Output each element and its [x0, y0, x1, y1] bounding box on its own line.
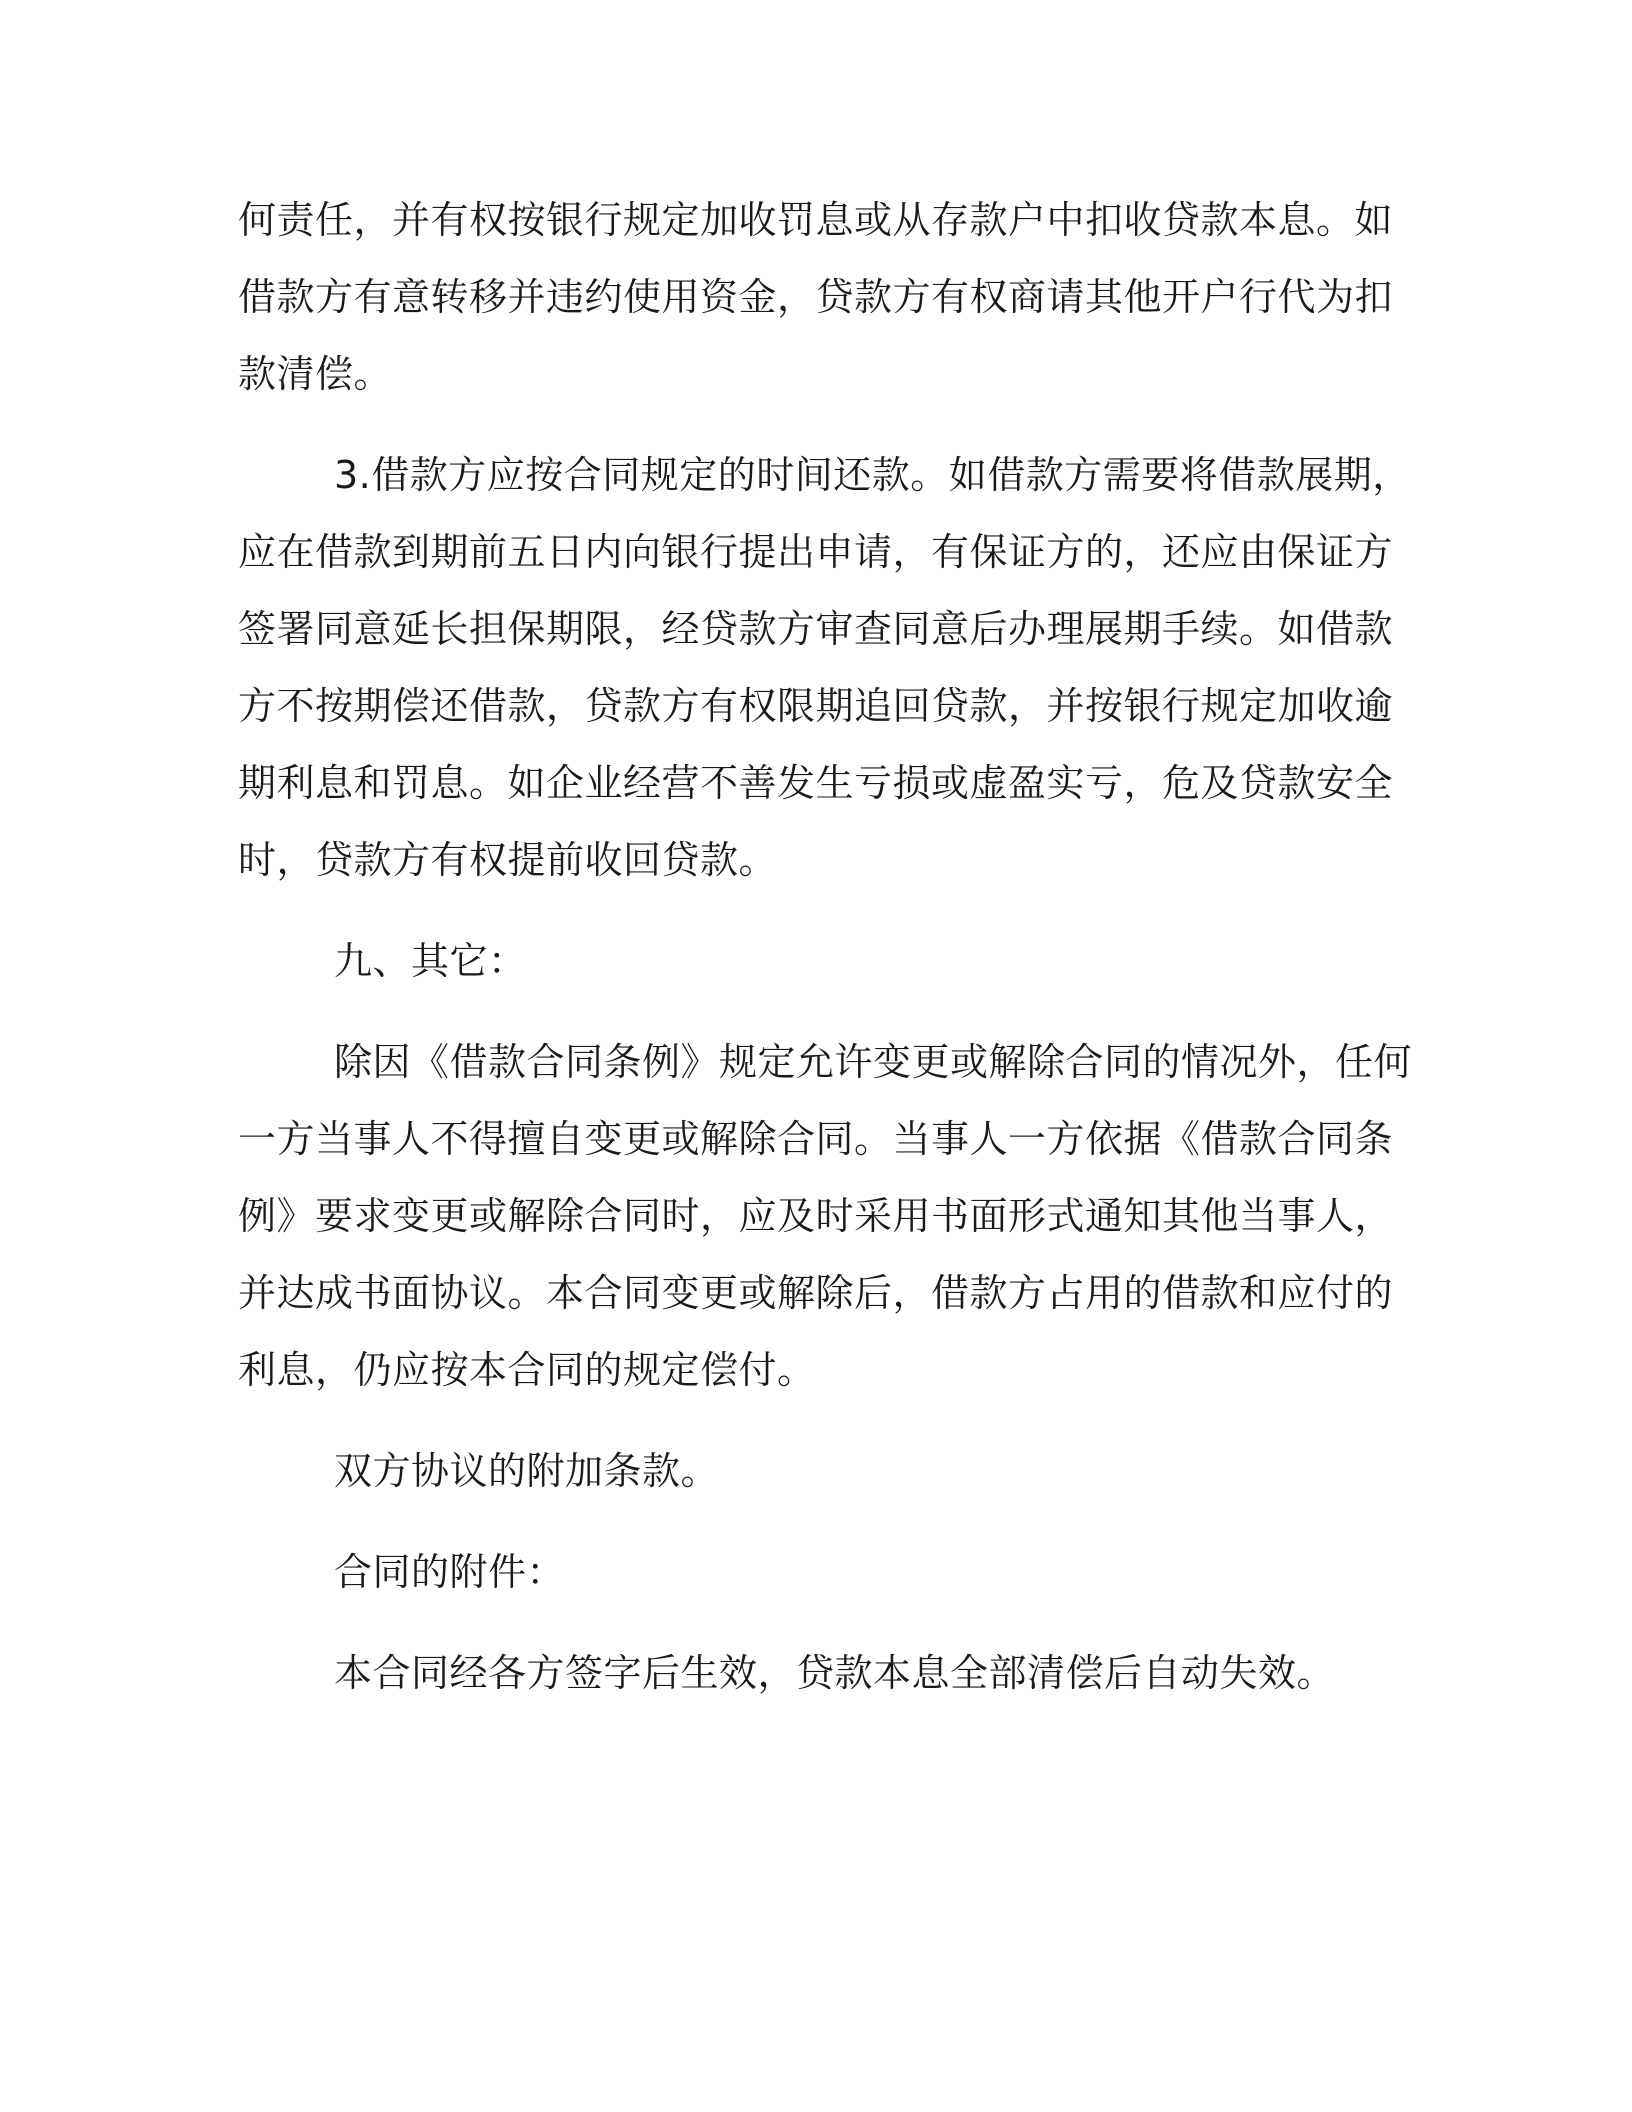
paragraph-effective: [238, 1635, 1393, 1712]
text-line: 款清偿。: [238, 352, 393, 396]
paragraph-liability: [238, 182, 1393, 413]
text-line: 借款方有意转移并违约使用资金，贷款方有权商请其他开户行代为扣: [238, 275, 1394, 319]
text-line: 3.借款方应按合同规定的时间还款。如借款方需要将借款展期，: [334, 453, 1411, 497]
paragraph-additional-terms: [238, 1433, 1393, 1510]
paragraph-attachments: [238, 1534, 1393, 1611]
text-line: 一方当事人不得擅自变更或解除合同。当事人一方依据《借款合同条: [238, 1117, 1394, 1161]
text-line: 方不按期偿还借款，贷款方有权限期追回贷款，并按银行规定加收逾: [238, 684, 1394, 728]
text-line: 合同的附件：: [334, 1550, 566, 1594]
text-line: 双方协议的附加条款。: [334, 1449, 720, 1493]
text-line: 何责任，并有权按银行规定加收罚息或从存款户中扣收贷款本息。如: [238, 198, 1394, 242]
section-heading-other: [238, 923, 1393, 1000]
document-body: [238, 182, 1413, 1736]
text-line: 除因《借款合同条例》规定允许变更或解除合同的情况外，任何: [334, 1040, 1413, 1084]
text-line: 并达成书面协议。本合同变更或解除后，借款方占用的借款和应付的: [238, 1271, 1394, 1315]
section-heading: 九、其它：: [334, 939, 527, 983]
text-line: 本合同经各方签字后生效，贷款本息全部清偿后自动失效。: [334, 1651, 1336, 1695]
text-line: 时，贷款方有权提前收回贷款。: [238, 838, 778, 882]
text-line: 应在借款到期前五日内向银行提出申请，有保证方的，还应由保证方: [238, 530, 1394, 574]
text-line: 利息，仍应按本合同的规定偿付。: [238, 1348, 816, 1392]
paragraph-modification: [238, 1024, 1413, 1409]
text-line: 期利息和罚息。如企业经营不善发生亏损或虚盈实亏，危及贷款安全: [238, 761, 1394, 805]
text-line: 例》要求变更或解除合同时，应及时采用书面形式通知其他当事人，: [238, 1194, 1394, 1238]
paragraph-repayment: [238, 437, 1411, 899]
text-line: 签署同意延长担保期限，经贷款方审查同意后办理展期手续。如借款: [238, 607, 1394, 651]
